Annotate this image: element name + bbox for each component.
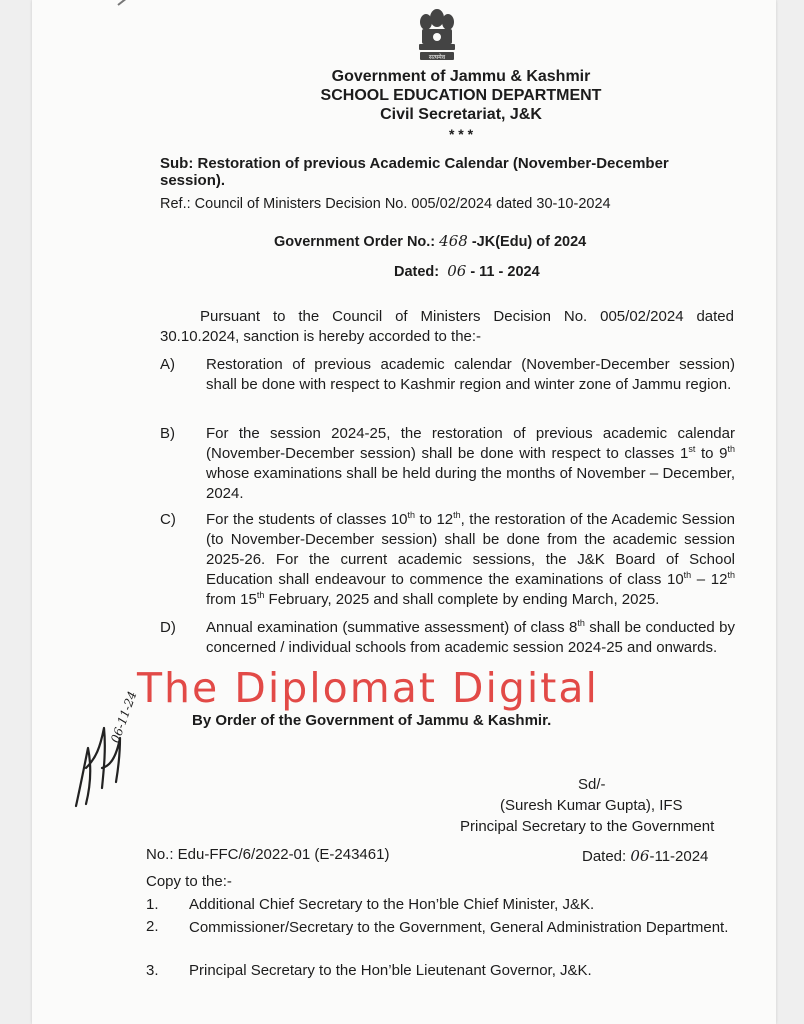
item-b-letter: B) xyxy=(160,425,175,442)
handwritten-initials-date: 06-11-24 xyxy=(108,689,140,745)
item-d-text: Annual examination (summative assessment) of class 8th shall be conducted by concerned / individual schools from academic session 2024-25 and onwards. xyxy=(206,618,735,656)
footer-dated-rest: -11-2024 xyxy=(649,848,709,865)
header-stars: * * * xyxy=(448,126,474,142)
copy-to-label: Copy to the:- xyxy=(146,873,232,890)
intro-paragraph: Pursuant to the Council of Ministers Decision No. 005/02/2024 dated 30.10.2024, sanction is hereby accorded to the:- xyxy=(160,308,734,345)
copy-item: 1. Additional Chief Secretary to the Hon’ble Chief Minister, J&K. xyxy=(146,896,595,913)
order-suffix: -JK(Edu) of 2024 xyxy=(471,234,587,250)
header-government: Government of Jammu & Kashmir xyxy=(331,68,591,85)
item-a-letter: A) xyxy=(160,356,175,373)
watermark-text: The Diplomat Digital xyxy=(137,664,599,712)
item-d-letter: D) xyxy=(160,619,176,636)
order-dated-label: Dated: xyxy=(394,264,440,280)
copy-item: 3. Principal Secretary to the Hon’ble Lieutenant Governor, J&K. xyxy=(146,962,592,979)
footer-dated-label: Dated: xyxy=(582,848,627,865)
copy-item: 2. Commissioner/Secretary to the Government, General Administration Department. xyxy=(146,918,729,936)
order-label: Government Order No.: xyxy=(274,234,436,250)
reference-label: Ref.: xyxy=(160,196,191,212)
state-emblem-icon xyxy=(414,4,460,62)
document-page xyxy=(32,0,776,1024)
subject-label: Sub: xyxy=(160,155,194,172)
header-department: SCHOOL EDUCATION DEPARTMENT xyxy=(320,87,602,104)
signature-sd: Sd/- xyxy=(578,776,606,793)
order-dated-rest: - 11 - 2024 xyxy=(470,264,540,280)
order-number-handwritten: 468 xyxy=(439,232,468,250)
item-b-text: For the session 2024-25, the restoration of previous academic calendar (November-December session) shall be done with respect to classes 1st to 9th whose examinations shall be held during the months of November – December, 2024. xyxy=(206,425,736,502)
subject-text: Restoration of previous Academic Calendar (November-December session). xyxy=(160,155,669,189)
copy-list xyxy=(146,896,740,984)
header-secretariat: Civil Secretariat, J&K xyxy=(380,106,542,123)
item-c-text: For the students of classes 10th to 12th, the restoration of the Academic Session (to November-December session) shall be done from the academic session 2025-26. For the current academic sessions, the J&K Board of School Education shall endeavour to commence the examinations of class 10th – 12th from 15th February, 2025 and shall complete by ending March, 2025. xyxy=(206,510,736,608)
by-order-line: By Order of the Government of Jammu & Kashmir. xyxy=(192,712,552,729)
signature-name: (Suresh Kumar Gupta), IFS xyxy=(500,797,683,814)
footer-number: No.: Edu-FFC/6/2022-01 (E-243461) xyxy=(146,846,390,863)
svg-text:सत्यमेव: सत्यमेव xyxy=(428,54,446,61)
item-c-letter: C) xyxy=(160,511,176,528)
footer-dated-day-handwritten: 06 xyxy=(630,847,650,865)
reference-text: Council of Ministers Decision No. 005/02/2024 dated 30-10-2024 xyxy=(194,196,611,212)
item-a-text: Restoration of previous academic calendar (November-December session) shall be done with respect to Kashmir region and winter zone of Jammu region. xyxy=(206,356,735,393)
pen-stroke xyxy=(117,0,140,6)
signature-title: Principal Secretary to the Government xyxy=(460,818,715,835)
order-dated-day-handwritten: 06 xyxy=(447,262,467,280)
